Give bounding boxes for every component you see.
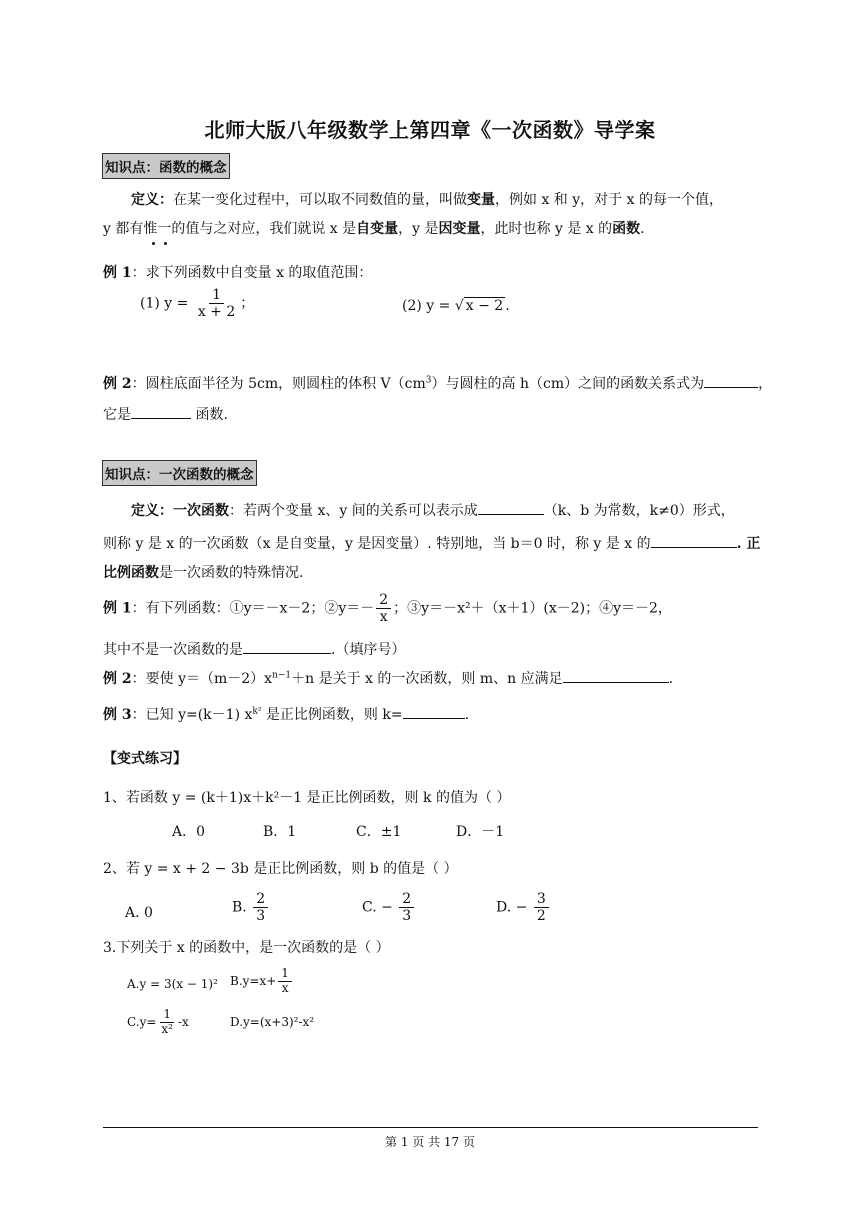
answer-blank[interactable] bbox=[243, 639, 331, 654]
fraction bbox=[534, 891, 549, 924]
example-2-line-2 bbox=[103, 404, 228, 424]
q1-option-a[interactable]: A．0 bbox=[172, 824, 206, 840]
q1-option-c[interactable]: C．±1 bbox=[356, 824, 402, 840]
example-label: 例 2 bbox=[103, 376, 132, 392]
example-text: ：求下列函数中自变量 x 的取值范围： bbox=[131, 265, 373, 281]
superscript: k² bbox=[252, 706, 262, 717]
emphasis-dot bbox=[152, 242, 155, 245]
def-text: ，y 是 bbox=[398, 221, 439, 237]
section-tag-linear-function: 知识点：一次函数的概念 bbox=[102, 460, 257, 486]
answer-blank[interactable] bbox=[563, 668, 669, 683]
def-text: 是一次函数的特殊情况. bbox=[159, 565, 304, 581]
part-label: (2) y = bbox=[402, 298, 451, 314]
answer-blank[interactable] bbox=[131, 404, 191, 419]
q3-option-b[interactable] bbox=[230, 967, 294, 996]
example-text: ；③y＝－x²＋（x＋1）(x－2)；④y＝－2， bbox=[393, 600, 672, 617]
page-number: 第 1 页 共 17 页 bbox=[385, 1135, 475, 1149]
term-variable: 变量 bbox=[467, 192, 495, 208]
punct: . bbox=[464, 707, 470, 723]
numerator: 1 bbox=[160, 1008, 174, 1023]
example-label: 例 1 bbox=[103, 265, 132, 281]
radicand: x − 2 bbox=[465, 298, 504, 314]
s2-example-2 bbox=[103, 668, 673, 688]
sqrt-sign-icon: √ bbox=[454, 298, 464, 314]
q3-option-a[interactable]: A.y = 3(x − 1)² bbox=[127, 977, 218, 991]
numerator: 2 bbox=[399, 891, 414, 908]
numerator: 1 bbox=[278, 967, 292, 982]
def-text: ，例如 x 和 y，对于 x 的每一个值， bbox=[495, 192, 723, 208]
answer-blank[interactable] bbox=[403, 704, 465, 719]
denominator: x + 2 bbox=[197, 304, 236, 321]
numerator: 3 bbox=[534, 891, 549, 908]
example-1-part-2 bbox=[402, 298, 510, 314]
term-dependent: 因变量 bbox=[438, 221, 481, 237]
punct: . bbox=[505, 298, 510, 314]
section-tag-function-concept: 知识点：函数的概念 bbox=[102, 153, 230, 179]
numerator: 2 bbox=[253, 891, 268, 908]
s2-example-3 bbox=[103, 704, 469, 724]
numerator: 2 bbox=[376, 592, 391, 609]
punct: ， bbox=[758, 376, 773, 392]
def-text: （k、b 为常数，k≠0）形式， bbox=[543, 503, 735, 519]
q1-option-b[interactable]: B．1 bbox=[263, 824, 297, 840]
def-text: 在某一变化过程中，可以取不同数值的量，叫做 bbox=[173, 192, 467, 208]
denominator: 3 bbox=[256, 908, 266, 925]
punct: ； bbox=[240, 295, 255, 312]
option-text: -x bbox=[177, 1014, 189, 1029]
example-text: ：已知 y=(k－1) x bbox=[131, 707, 253, 723]
superscript: 3 bbox=[425, 375, 432, 386]
example-text: 是正比例函数，则 k= bbox=[261, 707, 403, 723]
s2-example-1 bbox=[103, 592, 672, 625]
question-2: 2、若 y = x + 2 − 3b 是正比例函数，则 b 的值是（ ） bbox=[103, 861, 458, 877]
question-3: 3.下列关于 x 的函数中，是一次函数的是（ ） bbox=[103, 940, 390, 956]
question-1: 1、若函数 y = (k＋1)x＋k²－1 是正比例函数，则 k 的值为（ ） bbox=[103, 790, 511, 806]
example-text: .（填序号） bbox=[331, 642, 406, 658]
answer-blank[interactable] bbox=[478, 500, 544, 515]
def-text: y 都有惟一的值与之对应，我们就说 x 是 bbox=[103, 221, 357, 237]
example-2 bbox=[103, 373, 772, 393]
denominator: x² bbox=[161, 1021, 173, 1036]
numerator: 1 bbox=[209, 287, 224, 304]
example-text: ＋n 是关于 x 的一次函数，则 m、n 应满足 bbox=[291, 671, 563, 687]
example-label: 例 2 bbox=[103, 671, 132, 687]
practice-heading: 【变式练习】 bbox=[103, 751, 187, 767]
fraction bbox=[158, 1008, 176, 1037]
denominator: x bbox=[379, 609, 388, 626]
term-function: 函数 bbox=[612, 221, 641, 237]
def-text: . bbox=[640, 221, 645, 237]
def-text: ：若两个变量 x、y 间的关系可以表示成 bbox=[229, 503, 478, 519]
q2-option-d[interactable] bbox=[496, 891, 551, 924]
emphasis-dot bbox=[164, 242, 167, 245]
answer-blank[interactable] bbox=[651, 533, 737, 548]
option-label: C.y= bbox=[127, 1014, 157, 1029]
denominator: 2 bbox=[536, 908, 546, 925]
q2-option-a[interactable]: A. 0 bbox=[125, 905, 153, 921]
fraction bbox=[253, 891, 268, 924]
fraction bbox=[278, 967, 292, 996]
superscript: n−1 bbox=[272, 670, 292, 681]
example-label: 例 1 bbox=[103, 600, 132, 617]
example-text: 其中不是一次函数的是 bbox=[103, 642, 243, 658]
denominator: 3 bbox=[402, 908, 412, 925]
punct: . bbox=[668, 671, 674, 687]
example-text: ）与圆柱的高 h（cm）之间的函数关系式为 bbox=[431, 376, 705, 392]
q3-option-d[interactable]: D.y=(x+3)²-x² bbox=[230, 1015, 315, 1029]
linear-function-definition bbox=[103, 497, 758, 526]
q1-option-d[interactable]: D．－1 bbox=[456, 824, 505, 840]
def-text: 则称 y 是 x 的一次函数（x 是自变量，y 是因变量）. 特别地，当 b＝0 时，称 y 是 x 的 bbox=[103, 536, 651, 552]
option-label: B.y=x+ bbox=[230, 973, 277, 988]
fraction bbox=[399, 891, 414, 924]
option-label: C. − bbox=[362, 899, 393, 916]
q2-option-c[interactable] bbox=[362, 891, 416, 924]
q2-option-b[interactable] bbox=[232, 891, 270, 924]
definition-label: 定义： bbox=[131, 503, 173, 519]
definition-label: 定义： bbox=[131, 192, 173, 208]
option-label: B. bbox=[232, 899, 247, 916]
definition-line-2 bbox=[103, 533, 760, 553]
example-text: 函数. bbox=[191, 407, 228, 423]
example-text: ：圆柱底面半径为 5cm，则圆柱的体积 V（cm bbox=[131, 376, 426, 392]
function-definition bbox=[103, 186, 758, 244]
definition-line-3 bbox=[103, 562, 303, 582]
footer-divider bbox=[103, 1127, 758, 1128]
example-text: 它是 bbox=[103, 407, 131, 423]
fraction bbox=[376, 592, 391, 625]
example-1-part-1 bbox=[140, 287, 254, 320]
example-label: 例 3 bbox=[103, 707, 132, 723]
part-label: (1) y = bbox=[140, 295, 189, 312]
example-text: ：有下列函数：①y＝－x－2；②y＝－ bbox=[131, 600, 375, 617]
example-text: ：要使 y＝（m－2）x bbox=[131, 671, 273, 687]
s2-example-1-line-2 bbox=[103, 639, 405, 659]
def-text: ，此时也称 y 是 x 的 bbox=[480, 221, 613, 237]
def-text: . 正 bbox=[736, 536, 761, 552]
page-title: 北师大版八年级数学上第四章《一次函数》导学案 bbox=[204, 118, 656, 142]
term-linear-function: 一次函数 bbox=[173, 503, 229, 519]
q3-option-c[interactable] bbox=[127, 1008, 189, 1037]
option-label: D. − bbox=[496, 899, 528, 916]
example-1-prompt bbox=[103, 262, 372, 282]
denominator: x bbox=[281, 980, 289, 995]
term-proportional-function: 比例函数 bbox=[103, 565, 159, 581]
answer-blank[interactable] bbox=[704, 373, 758, 388]
fraction bbox=[195, 287, 238, 320]
term-independent: 自变量 bbox=[356, 221, 399, 237]
